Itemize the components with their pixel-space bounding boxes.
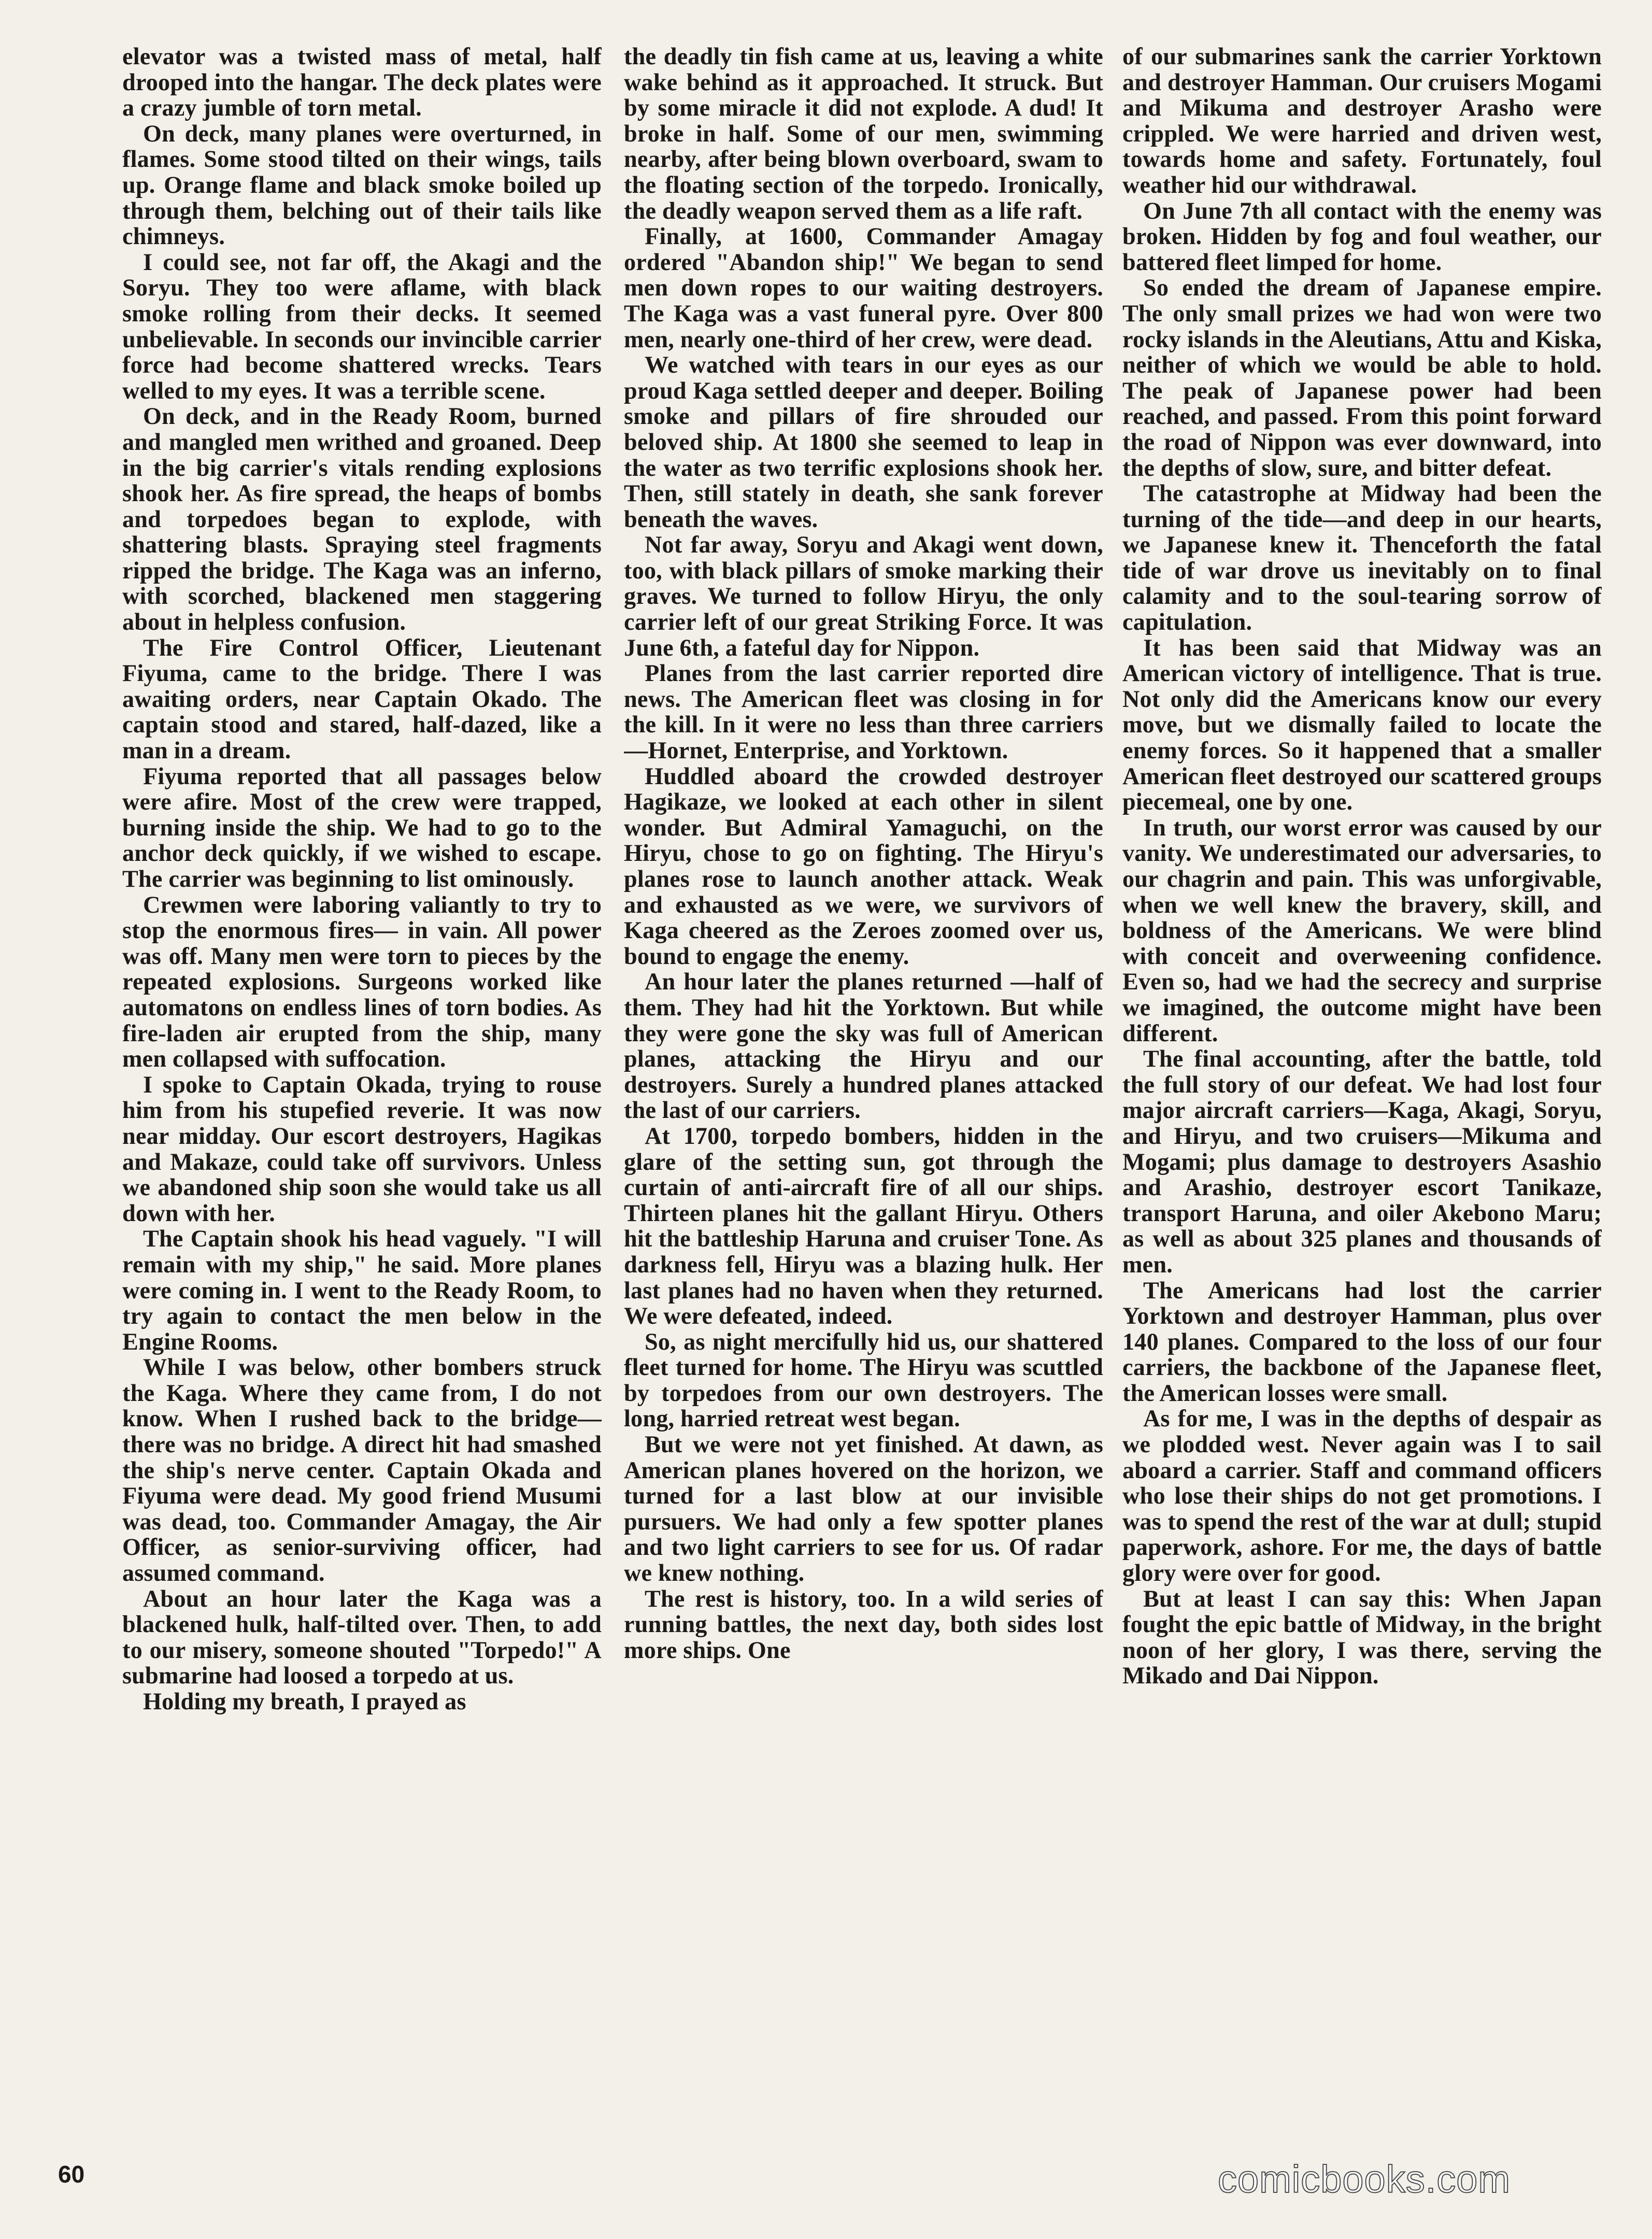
paragraph: As for me, I was in the depths of despair as we plodded west. Never again was I to sail aboard a carrier. Staff and command officers who lose their ships do not get promotions. I was to spend the rest of the war at dull; stupid paperwork, ashore. For me, the days of battle glory were over for good.	[1122, 1405, 1602, 1586]
paragraph: At 1700, torpedo bombers, hidden in the glare of the setting sun, got through the curtain of anti-aircraft fire of all our ships. Thirteen planes hit the gallant Hiryu. Others hit the battleship Haruna and cruiser Tone. As darkness fell, Hiryu was a blazing hulk. Her last planes had no haven when they returned. We were defeated, indeed.	[624, 1122, 1103, 1329]
text-column-3	[1122, 44, 1602, 2184]
paragraph: Crewmen were laboring valiantly to try to stop the enormous fires— in vain. All power was off. Many men were torn to pieces by the repeated explosions. Surgeons worked like automatons on endless lines of torn bodies. As fire-laden air erupted from the ship, many men collapsed with suffocation.	[122, 891, 602, 1072]
paragraph: We watched with tears in our eyes as our proud Kaga settled deeper and deeper. Boiling smoke and pillars of fire shrouded our beloved ship. At 1800 she seemed to leap in the water as two terrific explosions shook her. Then, still stately in death, she sank forever beneath the waves.	[624, 351, 1103, 532]
paragraph: The rest is history, too. In a wild series of running battles, the next day, both sides lost more ships. One	[624, 1585, 1103, 1663]
paragraph: the deadly tin fish came at us, leaving a white wake behind as it approached. It struck. But by some miracle it did not explode. A dud! It broke in half. Some of our men, swimming nearby, after being blown overboard, swam to the floating section of the torpedo. Ironically, the deadly weapon served them as a life raft.	[624, 44, 1103, 224]
paragraph: An hour later the planes returned —half of them. They had hit the Yorktown. But while they were gone the sky was full of American planes, attacking the Hiryu and our destroyers. Surely a hundred planes attacked the last of our carriers.	[624, 968, 1103, 1124]
paragraph: The Fire Control Officer, Lieutenant Fiyuma, came to the bridge. There I was awaiting orders, near Captain Okado. The captain stood and stared, half-dazed, like a man in a dream.	[122, 634, 602, 764]
text-column-2	[624, 44, 1103, 2184]
paragraph: of our submarines sank the carrier Yorktown and destroyer Hamman. Our cruisers Mogami and Mikuma and destroyer Arasho were crippled. We were harried and driven west, towards home and safety. Fortunately, foul weather hid our withdrawal.	[1122, 44, 1602, 198]
paragraph: The Americans had lost the carrier Yorktown and destroyer Hamman, plus over 140 planes. Compared to the loss of our four carriers, the backbone of the Japanese fleet, the American losses were small.	[1122, 1277, 1602, 1406]
paragraph: So ended the dream of Japanese empire. The only small prizes we had won were two rocky islands in the Aleutians, Attu and Kiska, neither of which we would be able to hold. The peak of Japanese power had been reached, and passed. From this point forward the road of Nippon was ever downward, into the depths of slow, sure, and bitter defeat.	[1122, 274, 1602, 481]
paragraph: So, as night mercifully hid us, our shattered fleet turned for home. The Hiryu was scuttled by torpedoes from our own destroyers. The long, harried retreat west began.	[624, 1328, 1103, 1432]
paragraph: But at least I can say this: When Japan fought the epic battle of Midway, in the bright noon of her glory, I was there, serving the Mikado and Dai Nippon.	[1122, 1585, 1602, 1689]
paragraph: In truth, our worst error was caused by our vanity. We underestimated our adversaries, to our chagrin and pain. This was unforgivable, when we well knew the bravery, skill, and boldness of the Americans. We were blind with conceit and overweening confidence. Even so, had we had the secrecy and surprise we imagined, the outcome might have been different.	[1122, 814, 1602, 1046]
paragraph: Not far away, Soryu and Akagi went down, too, with black pillars of smoke marking their graves. We turned to follow Hiryu, the only carrier left of our great Striking Force. It was June 6th, a fateful day for Nippon.	[624, 531, 1103, 661]
page-number: 60	[58, 2161, 85, 2188]
paragraph: About an hour later the Kaga was a blackened hulk, half-tilted over. Then, to add to our misery, someone shouted "Torpedo!" A submarine had loosed a torpedo at us.	[122, 1585, 602, 1689]
paragraph: Huddled aboard the crowded destroyer Hagikaze, we looked at each other in silent wonder. But Admiral Yamaguchi, on the Hiryu, chose to go on fighting. The Hiryu's planes rose to launch another attack. Weak and exhausted as we were, we survivors of Kaga cheered as the Zeroes zoomed over us, bound to engage the enemy.	[624, 762, 1103, 969]
paragraph: On June 7th all contact with the enemy was broken. Hidden by fog and foul weather, our battered fleet limped for home.	[1122, 197, 1602, 275]
paragraph: Holding my breath, I prayed as	[143, 1688, 466, 1714]
paragraph: On deck, and in the Ready Room, burned and mangled men writhed and groaned. Deep in the big carrier's vitals rending explosions shook her. As fire spread, the heaps of bombs and torpedoes began to explode, with shattering blasts. Spraying steel fragments ripped the bridge. The Kaga was an inferno, with scorched, blackened men staggering about in helpless confusion.	[122, 403, 602, 635]
paragraph: While I was below, other bombers struck the Kaga. Where they came from, I do not know. When I rushed back to the bridge—there was no bridge. A direct hit had smashed the ship's nerve center. Captain Okada and Fiyuma were dead. My good friend Musumi was dead, too. Commander Amagay, the Air Officer, as senior-surviving officer, had assumed command.	[122, 1354, 602, 1586]
paragraph: I spoke to Captain Okada, trying to rouse him from his stupefied reverie. It was now near midday. Our escort destroyers, Hagikas and Makaze, could take off survivors. Unless we abandoned ship soon she would take us all down with her.	[122, 1071, 602, 1226]
paragraph: It has been said that Midway was an American victory of intelligence. That is true. Not only did the Americans know our every move, but we dismally failed to locate the enemy forces. So it happened that a smaller American fleet destroyed our scattered groups piecemeal, one by one.	[1122, 634, 1602, 815]
paragraph: On deck, many planes were overturned, in flames. Some stood tilted on their wings, tails up. Orange flame and black smoke boiled up through them, belching out of their tails like chimneys.	[122, 120, 602, 250]
paragraph: Finally, at 1600, Commander Amagay ordered "Abandon ship!" We began to send men down ropes to our waiting destroyers. The Kaga was a vast funeral pyre. Over 800 men, nearly one-third of her crew, were dead.	[624, 223, 1103, 352]
paragraph: The final accounting, after the battle, told the full story of our defeat. We had lost four major aircraft carriers—Kaga, Akagi, Soryu, and Hiryu, and two cruisers—Mikuma and Mogami; plus damage to destroyers Asashio and Arashio, destroyer escort Tanikaze, transport Haruna, and oiler Akebono Maru; as well as about 325 planes and thousands of men.	[1122, 1045, 1602, 1278]
paragraph: The Captain shook his head vaguely. "I will remain with my ship," he said. More planes were coming in. I went to the Ready Room, to try again to contact the men below in the Engine Rooms.	[122, 1225, 602, 1355]
paragraph: Planes from the last carrier reported dire news. The American fleet was closing in for the kill. In it were no less than three carriers —Hornet, Enterprise, and Yorktown.	[624, 660, 1103, 764]
watermark-logo: comicbooks.com	[1218, 2158, 1511, 2201]
paragraph: But we were not yet finished. At dawn, as American planes hovered on the horizon, we turned for a last blow at our invisible pursuers. We had only a few spotter planes and two light carriers to see for us. Of radar we knew nothing.	[624, 1431, 1103, 1586]
paragraph: I could see, not far off, the Akagi and the Soryu. They too were aflame, with black smoke rolling from their decks. It seemed unbelievable. In seconds our invincible carrier force had become shattered wrecks. Tears welled to my eyes. It was a terrible scene.	[122, 248, 602, 404]
paragraph: elevator was a twisted mass of metal, half drooped into the hangar. The deck plates were a crazy jumble of torn metal.	[122, 44, 602, 121]
text-column-1	[122, 44, 602, 2184]
paragraph: Fiyuma reported that all passages below were afire. Most of the crew were trapped, burning inside the ship. We had to go to the anchor deck quickly, if we wished to escape. The carrier was beginning to list ominously.	[122, 762, 602, 892]
paragraph: The catastrophe at Midway had been the turning of the tide—and deep in our hearts, we Japanese knew it. Thenceforth the fatal tide of war drove us inevitably on to final calamity and to the soul-tearing sorrow of capitulation.	[1122, 480, 1602, 635]
